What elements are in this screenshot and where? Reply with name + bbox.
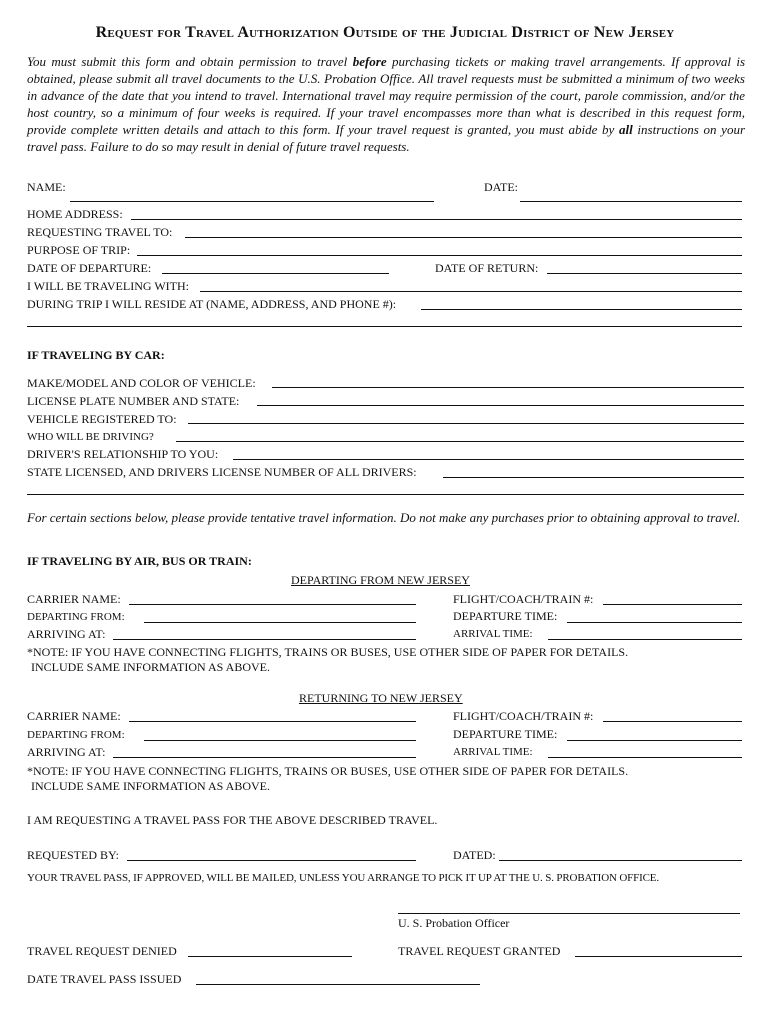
depart-arriving-label: ARRIVING AT: (27, 627, 106, 641)
who-driving-field[interactable] (176, 441, 744, 442)
departure-date-label: DATE OF DEPARTURE: (27, 261, 152, 275)
officer-label: U. S. Probation Officer (398, 916, 510, 930)
who-driving-label: WHO WILL BE DRIVING? (27, 431, 154, 443)
depart-carrier-label: CARRIER NAME: (27, 592, 121, 606)
traveling-with-label: I WILL BE TRAVELING WITH: (27, 279, 189, 293)
requesting-travel-label: REQUESTING TRAVEL TO: (27, 225, 173, 239)
drivers-license-field-2[interactable] (27, 494, 744, 495)
return-time-field[interactable] (567, 740, 742, 741)
return-time-label: DEPARTURE TIME: (453, 727, 558, 741)
requested-by-field[interactable] (127, 860, 416, 861)
return-date-field[interactable] (547, 273, 742, 274)
mailed-notice: YOUR TRAVEL PASS, IF APPROVED, WILL BE MAILED, UNLESS YOU ARRANGE TO PICK IT UP AT THE U. S. PROBATION OFFICE. (27, 872, 659, 884)
license-plate-label: LICENSE PLATE NUMBER AND STATE: (27, 394, 240, 408)
return-from-field[interactable] (144, 740, 416, 741)
form-title: Request for Travel Authorization Outside of the Judicial District of New Jersey (95, 24, 675, 41)
depart-flight-field[interactable] (603, 604, 742, 605)
denied-label: TRAVEL REQUEST DENIED (27, 944, 177, 958)
traveling-with-field[interactable] (200, 291, 742, 292)
depart-flight-label: FLIGHT/COACH/TRAIN #: (453, 592, 594, 606)
home-address-field[interactable] (131, 219, 742, 220)
driver-relationship-field[interactable] (233, 459, 744, 460)
depart-time-field[interactable] (567, 622, 742, 623)
tentative-info-note: For certain sections below, please provide tentative travel information. Do not make any purchases prior to obtaining approval to travel. (27, 510, 741, 525)
name-field[interactable] (70, 201, 434, 202)
registered-to-field[interactable] (188, 423, 744, 424)
requesting-travel-field[interactable] (185, 237, 742, 238)
reside-at-field[interactable] (421, 309, 742, 310)
depart-carrier-field[interactable] (129, 604, 416, 605)
return-date-label: DATE OF RETURN: (435, 261, 539, 275)
reside-at-field-2[interactable] (27, 326, 742, 327)
return-carrier-field[interactable] (129, 721, 416, 722)
make-model-field[interactable] (272, 387, 744, 388)
return-arrival-time-field[interactable] (548, 757, 742, 758)
requested-by-label: REQUESTED BY: (27, 848, 119, 862)
depart-note-1: *NOTE: IF YOU HAVE CONNECTING FLIGHTS, TRAINS OR BUSES, USE OTHER SIDE OF PAPER FOR DETAILS. (27, 645, 629, 659)
dated-label: DATED: (453, 848, 496, 862)
drivers-license-field[interactable] (443, 477, 744, 478)
reside-at-label: DURING TRIP I WILL RESIDE AT (NAME, ADDRESS, AND PHONE #): (27, 297, 397, 311)
dated-field[interactable] (499, 860, 742, 861)
granted-field[interactable] (575, 956, 742, 957)
air-section-header: IF TRAVELING BY AIR, BUS OR TRAIN: (27, 554, 252, 568)
date-field[interactable] (520, 201, 742, 202)
intro-paragraph: You must submit this form and obtain permission to travel before purchasing tickets or making travel arrangements. If approval is obtained, please submit all travel documents to the U.S. Probation Office. All travel requests must be submitted a minimum of two weeks in advance of the date that you intend to travel. International travel may require permission of the court, parole commission, and/or the host country, so a minimum of four weeks is required. If your travel encompasses more than what is described in this request form, provide complete written details and attach to this form. If your travel request is granted, you must abide by all instructions on your travel pass. Failure to do so may result in denial of future travel requests. (27, 54, 746, 154)
drivers-license-label: STATE LICENSED, AND DRIVERS LICENSE NUMBER OF ALL DRIVERS: (27, 465, 417, 479)
depart-from-field[interactable] (144, 622, 416, 623)
purpose-label: PURPOSE OF TRIP: (27, 243, 131, 257)
name-label: NAME: (27, 180, 66, 194)
date-label: DATE: (484, 180, 518, 194)
driver-relationship-label: DRIVER'S RELATIONSHIP TO YOU: (27, 447, 219, 461)
requesting-statement: I AM REQUESTING A TRAVEL PASS FOR THE ABOVE DESCRIBED TRAVEL. (27, 813, 438, 827)
issued-label: DATE TRAVEL PASS ISSUED (27, 972, 182, 986)
registered-to-label: VEHICLE REGISTERED TO: (27, 412, 177, 426)
departure-date-field[interactable] (162, 273, 389, 274)
return-flight-label: FLIGHT/COACH/TRAIN #: (453, 709, 594, 723)
depart-arrival-time-field[interactable] (548, 639, 742, 640)
return-arrival-time-label: ARRIVAL TIME: (453, 746, 533, 758)
car-section-header: IF TRAVELING BY CAR: (27, 348, 165, 362)
return-note-1: *NOTE: IF YOU HAVE CONNECTING FLIGHTS, TRAINS OR BUSES, USE OTHER SIDE OF PAPER FOR DETAILS. (27, 764, 629, 778)
depart-arrival-time-label: ARRIVAL TIME: (453, 628, 533, 640)
return-carrier-label: CARRIER NAME: (27, 709, 121, 723)
return-arriving-label: ARRIVING AT: (27, 745, 106, 759)
depart-note-2: INCLUDE SAME INFORMATION AS ABOVE. (31, 660, 271, 674)
return-arriving-field[interactable] (113, 757, 416, 758)
depart-from-label: DEPARTING FROM: (27, 611, 125, 623)
returning-nj-header: RETURNING TO NEW JERSEY (299, 691, 463, 705)
return-note-2: INCLUDE SAME INFORMATION AS ABOVE. (31, 779, 271, 793)
return-from-label: DEPARTING FROM: (27, 729, 125, 741)
departing-nj-header: DEPARTING FROM NEW JERSEY (291, 573, 470, 587)
denied-field[interactable] (188, 956, 352, 957)
depart-time-label: DEPARTURE TIME: (453, 609, 558, 623)
license-plate-field[interactable] (257, 405, 744, 406)
depart-arriving-field[interactable] (113, 639, 416, 640)
granted-label: TRAVEL REQUEST GRANTED (398, 944, 561, 958)
issued-field[interactable] (196, 984, 480, 985)
purpose-field[interactable] (137, 255, 742, 256)
return-flight-field[interactable] (603, 721, 742, 722)
home-address-label: HOME ADDRESS: (27, 207, 123, 221)
make-model-label: MAKE/MODEL AND COLOR OF VEHICLE: (27, 376, 256, 390)
officer-signature-line[interactable] (398, 913, 740, 914)
